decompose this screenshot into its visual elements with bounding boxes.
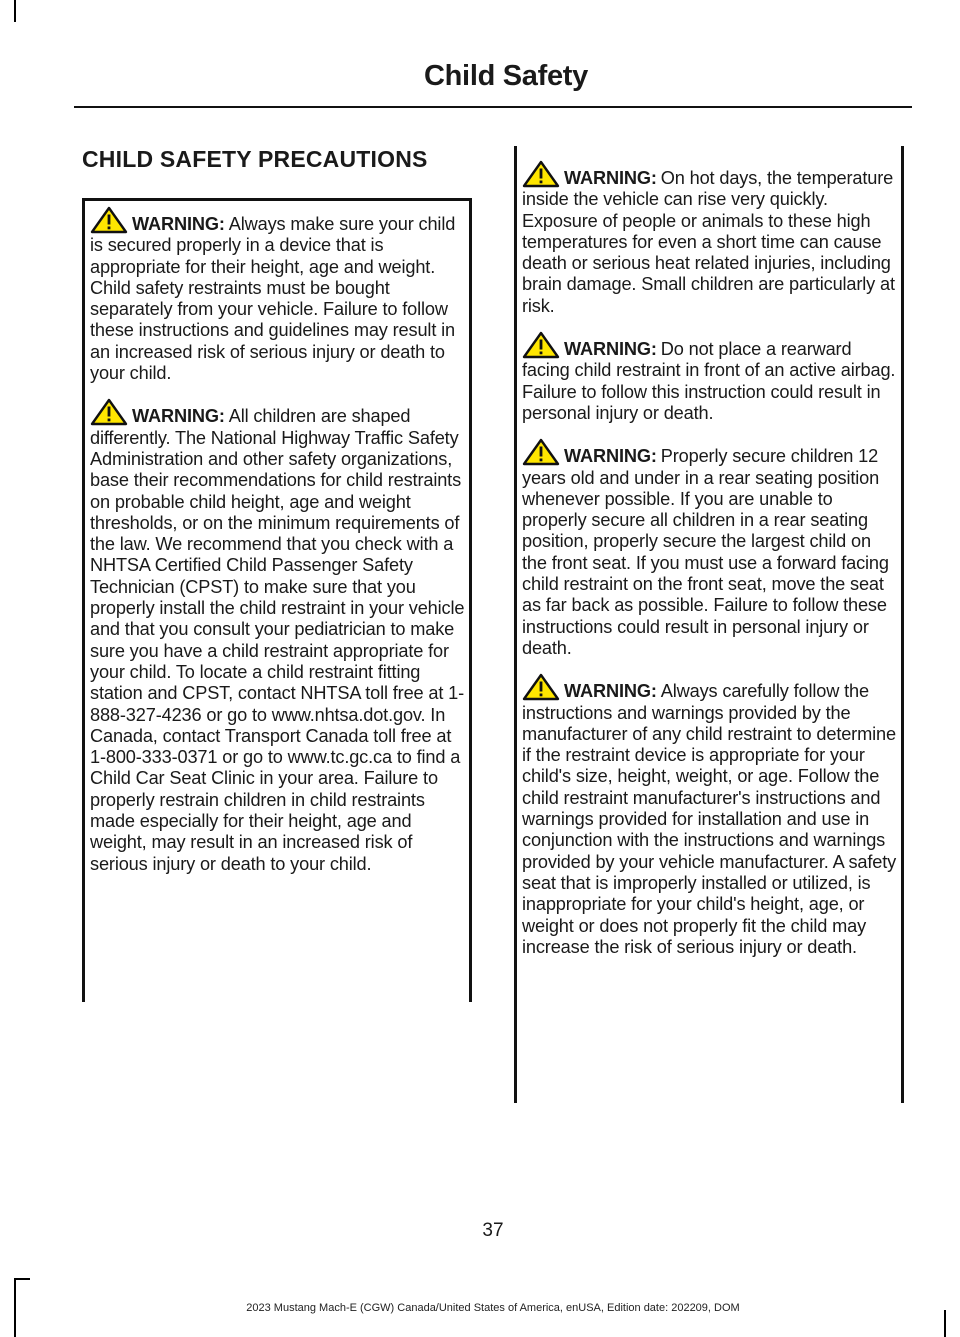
warning-triangle-icon (90, 206, 128, 234)
warning-triangle-icon (522, 160, 560, 188)
warning-text: All children are shaped differently. The National Highway Traffic Safety Administration and other safety organizations, base their recommendations for child restraints on probable child height, age and weight thresholds, or on the minimum requirements of the law. We recommend that you check with a NHTSA Certified Child Passenger Safety Technician (CPST) to make sure that you properly install the child restraint in your vehicle and that you consult your pediatrician to make sure you have a child restraint appropriate for your child. To locate a child restraint fitting station and CPST, contact NHTSA toll free at 1-888-327-4236 or go to www.nhtsa.dot.gov. In Canada, contact Transport Canada toll free at 1-800-333-0371 or go to www.tc.gc.ca to find a Child Car Seat Clinic in your area. Failure to properly restrain children in child restraints made especially for their height, age and weight, may result in an increased risk of serious injury or death to your child. (90, 406, 465, 874)
warning-text: Always carefully follow the instructions and warnings provided by the manufacturer of any child restraint to determine if the restraint device is appropriate for your child's size, height, weight, or age. Follow the child restraint manufacturer's instructions and warnings provided for installation and use in conjunction with the instructions and warnings provided by your vehicle manufacturer. A safety seat that is improperly installed or utilized, is inappropriate for your child's height, age, or weight or does not properly fit the child may increase the risk of serious injury or death. (522, 681, 897, 957)
crop-mark (14, 0, 16, 22)
warning-paragraph (522, 160, 898, 317)
warning-text: Always make sure your child is secured properly in a device that is appropriate for their height, age and weight. Child safety restraints must be bought separately from your vehicle. Failure to follow these instructions and guidelines may result in an increased risk of serious injury or death to your child. (90, 214, 456, 384)
header-rule (74, 106, 912, 108)
warning-triangle-icon (522, 673, 560, 701)
warning-paragraph (522, 673, 898, 958)
left-column (90, 206, 466, 889)
warning-label: WARNING: (132, 214, 225, 234)
running-header-title: Child Safety (424, 60, 588, 92)
warning-paragraph (90, 206, 466, 384)
warning-triangle-icon (522, 438, 560, 466)
warning-label: WARNING: (132, 406, 225, 427)
warning-paragraph (522, 438, 898, 659)
footer-edition-text: 2023 Mustang Mach-E (CGW) Canada/United States of America, enUSA, Edition date: 202209, DOM (246, 1302, 740, 1314)
warning-label: WARNING: (564, 168, 657, 188)
warning-text: On hot days, the temperature inside the vehicle can rise very quickly. Exposure of people or animals to these high temperatures for even a short time can cause death or serious heat related injuries, including brain damage. Small children are particularly at risk. (522, 168, 895, 316)
crop-mark (14, 1278, 30, 1280)
warning-paragraph (522, 331, 898, 424)
warning-label: WARNING: (564, 446, 657, 467)
crop-mark (944, 1310, 946, 1337)
section-title: CHILD SAFETY PRECAUTIONS (82, 146, 428, 172)
warning-triangle-icon (522, 331, 560, 359)
page-number: 37 (482, 1220, 504, 1241)
right-column (522, 160, 898, 972)
warning-triangle-icon (90, 398, 128, 426)
warning-label: WARNING: (564, 339, 657, 360)
warning-text: Do not place a rearward facing child restraint in front of an active airbag. Failure to follow this instruction could result in personal injury or death. (522, 339, 896, 423)
warning-label: WARNING: (564, 681, 657, 702)
warning-text: Properly secure children 12 years old and under in a rear seating position whenever possible. If you are unable to properly secure all children in a rear seating position, properly secure the largest child on the front seat. If you must use a forward facing child restraint on the front seat, move the seat as far back as possible. Failure to follow these instructions could result in personal injury or death. (522, 446, 889, 658)
warning-paragraph (90, 398, 466, 875)
